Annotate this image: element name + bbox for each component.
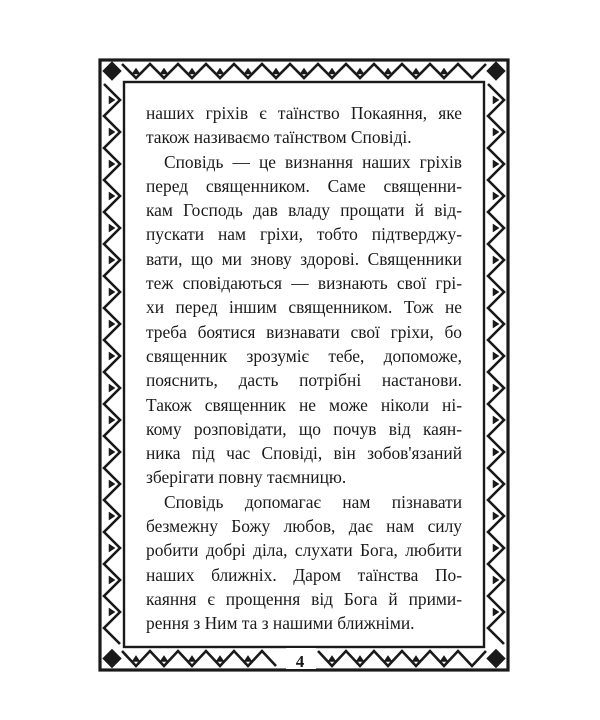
border-triangle-motif: [244, 68, 252, 74]
border-triangle-motif: [109, 256, 115, 264]
border-triangle-motif: [493, 416, 499, 424]
text-line: Сповідь — це визнання наших гріхів: [164, 151, 462, 172]
border-triangle-motif: [493, 512, 499, 520]
border-left-band: [104, 84, 120, 644]
text-line: перед священником. Саме священни-: [146, 175, 462, 196]
border-triangle-motif: [493, 480, 499, 488]
body-text: [146, 101, 462, 636]
border-triangle-motif: [188, 68, 196, 74]
page-number: 4: [295, 652, 305, 671]
border-triangle-motif: [109, 384, 115, 392]
border-triangle-motif: [493, 192, 499, 200]
text-line: кому розповідати, що почув від каян-: [146, 418, 462, 439]
border-triangle-motif: [493, 288, 499, 296]
border-triangle-motif: [216, 68, 224, 74]
text-line: пояснить, дасть потрібні настанови.: [146, 370, 462, 391]
border-triangle-motif: [272, 68, 280, 74]
border-triangle-motif: [493, 128, 499, 136]
border-triangle-motif: [109, 608, 115, 616]
text-line: священник зрозуміє тебе, допоможе,: [146, 345, 462, 366]
border-corner-diamond: [103, 62, 121, 80]
border-triangle-motif: [493, 256, 499, 264]
text-line: каяння є прощення від Бога й прими-: [146, 588, 462, 609]
border-triangle-motif: [493, 160, 499, 168]
text-line: робити добрі діла, слухати Бога, любити: [146, 540, 462, 561]
text-line: теж сповідаються — визнають свої грі-: [146, 273, 462, 294]
border-right-band: [488, 84, 504, 644]
border-triangle-motif: [109, 160, 115, 168]
text-line: безмежну Божу любов, дає нам силу: [146, 516, 462, 537]
border-triangle-motif: [109, 544, 115, 552]
text-line: Також священник не може ніколи ні-: [146, 394, 462, 415]
border-triangle-motif: [109, 576, 115, 584]
border-triangle-motif: [412, 68, 420, 74]
border-triangle-motif: [493, 576, 499, 584]
border-triangle-motif: [493, 96, 499, 104]
border-triangle-motif: [109, 512, 115, 520]
border-triangle-motif: [493, 384, 499, 392]
text-line: кам Господь дав владу прощати й від-: [146, 200, 462, 221]
border-triangle-motif: [109, 352, 115, 360]
text-line: рення з Ним та з нашими ближніми.: [146, 613, 415, 634]
text-line: Сповідь допомагає нам пізнавати: [164, 491, 462, 512]
border-triangle-motif: [132, 68, 140, 74]
border-triangle-motif: [160, 68, 168, 74]
text-line: вати, що ми знову здорові. Священники: [146, 248, 462, 269]
border-triangle-motif: [109, 416, 115, 424]
border-triangle-motif: [493, 544, 499, 552]
border-triangle-motif: [109, 128, 115, 136]
border-triangle-motif: [493, 608, 499, 616]
text-line: зберігати повну таємницю.: [146, 467, 347, 488]
text-line: наших гріхів є таїнство Покаяння, яке: [146, 103, 462, 123]
border-triangle-motif: [109, 192, 115, 200]
text-line: пускати нам гріхи, тобто підтверджу-: [146, 224, 462, 245]
border-triangle-motif: [384, 68, 392, 74]
border-triangle-motif: [493, 448, 499, 456]
border-triangle-motif: [440, 68, 448, 74]
text-line: треба боятися визнавати свої гріхи, бо: [146, 321, 462, 342]
border-triangle-motif: [109, 224, 115, 232]
border-triangle-motif: [328, 68, 336, 74]
text-line: хи перед іншим священником. Тож не: [146, 297, 462, 318]
text-line: наших ближніх. Даром таїнства По-: [146, 564, 462, 585]
border-triangle-motif: [493, 320, 499, 328]
border-triangle-motif: [356, 68, 364, 74]
border-triangle-motif: [109, 320, 115, 328]
border-corner-diamond: [487, 62, 505, 80]
border-triangle-motif: [300, 68, 308, 74]
border-triangle-motif: [109, 448, 115, 456]
border-triangle-motif: [493, 352, 499, 360]
border-triangle-motif: [109, 480, 115, 488]
border-triangle-motif: [109, 288, 115, 296]
text-line: також називаємо таїнством Сповіді.: [146, 127, 412, 148]
text-line: ника під час Сповіді, він зобов'язаний: [146, 443, 462, 464]
border-triangle-motif: [493, 224, 499, 232]
border-triangle-motif: [109, 96, 115, 104]
